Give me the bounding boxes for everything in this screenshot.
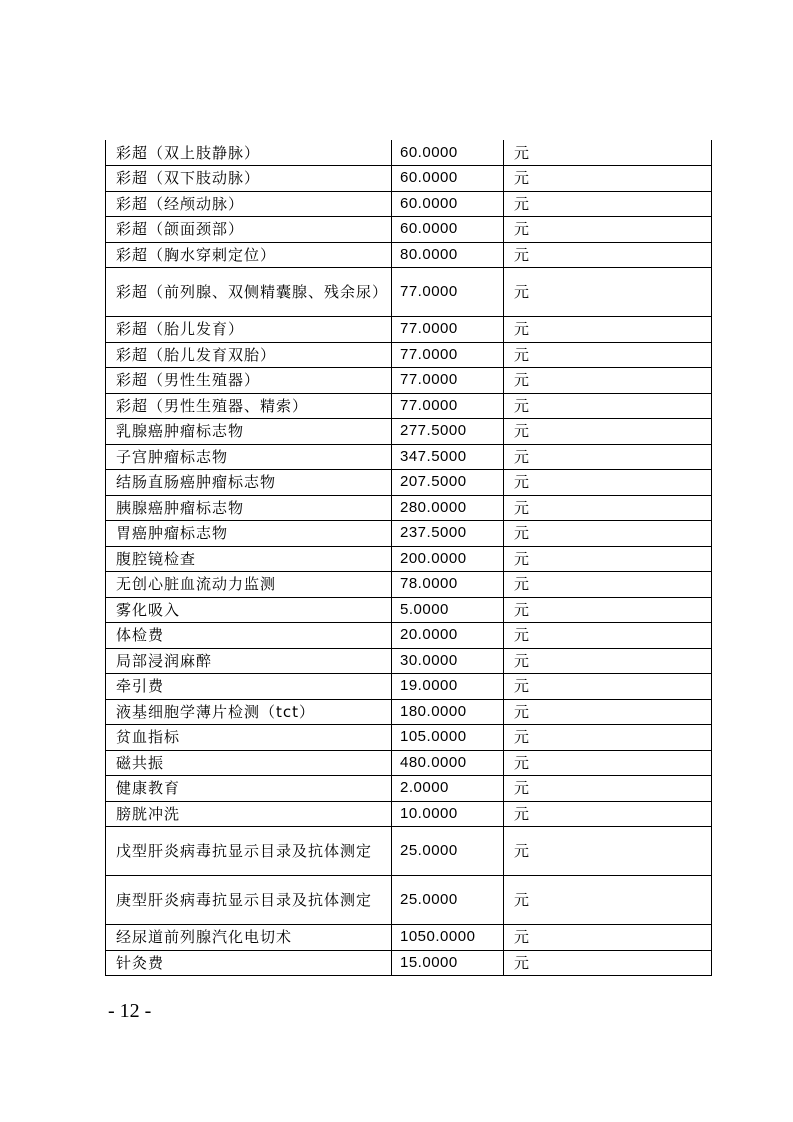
unit-cell: 元 — [504, 166, 712, 192]
table-row — [106, 521, 712, 547]
unit-cell: 元 — [504, 725, 712, 751]
unit-cell: 元 — [504, 368, 712, 394]
unit-cell: 元 — [504, 572, 712, 598]
unit-cell: 元 — [504, 470, 712, 496]
item-cell: 子宫肿瘤标志物 — [106, 444, 392, 470]
item-cell: 牵引费 — [106, 674, 392, 700]
price-cell: 15.0000 — [392, 950, 504, 976]
price-cell: 280.0000 — [392, 495, 504, 521]
unit-cell: 元 — [504, 342, 712, 368]
price-cell: 77.0000 — [392, 317, 504, 343]
item-cell: 彩超（颌面颈部） — [106, 217, 392, 243]
item-cell: 彩超（双上肢静脉） — [106, 140, 392, 166]
price-cell: 77.0000 — [392, 342, 504, 368]
table-row — [106, 950, 712, 976]
table-row — [106, 470, 712, 496]
price-cell: 5.0000 — [392, 597, 504, 623]
item-cell: 乳腺癌肿瘤标志物 — [106, 419, 392, 445]
table-row — [106, 725, 712, 751]
unit-cell: 元 — [504, 776, 712, 802]
table-row — [106, 801, 712, 827]
table-row — [106, 242, 712, 268]
item-cell: 胰腺癌肿瘤标志物 — [106, 495, 392, 521]
unit-cell: 元 — [504, 699, 712, 725]
price-cell: 347.5000 — [392, 444, 504, 470]
price-cell: 80.0000 — [392, 242, 504, 268]
page-number: - 12 - — [108, 1000, 152, 1022]
item-cell: 经尿道前列腺汽化电切术 — [106, 925, 392, 951]
table-row — [106, 268, 712, 317]
table-row — [106, 419, 712, 445]
price-cell: 60.0000 — [392, 166, 504, 192]
item-cell: 贫血指标 — [106, 725, 392, 751]
price-cell: 25.0000 — [392, 827, 504, 876]
item-cell: 局部浸润麻醉 — [106, 648, 392, 674]
item-cell: 液基细胞学薄片检测（tct） — [106, 699, 392, 725]
table-row — [106, 623, 712, 649]
item-cell: 磁共振 — [106, 750, 392, 776]
unit-cell: 元 — [504, 648, 712, 674]
unit-cell: 元 — [504, 140, 712, 166]
unit-cell: 元 — [504, 419, 712, 445]
unit-cell: 元 — [504, 950, 712, 976]
table-row — [106, 444, 712, 470]
item-cell: 胃癌肿瘤标志物 — [106, 521, 392, 547]
item-cell: 戊型肝炎病毒抗显示目录及抗体测定 — [106, 827, 392, 876]
fee-table — [105, 140, 712, 976]
item-cell: 雾化吸入 — [106, 597, 392, 623]
table-row — [106, 674, 712, 700]
unit-cell: 元 — [504, 674, 712, 700]
price-cell: 77.0000 — [392, 393, 504, 419]
table-row — [106, 217, 712, 243]
price-cell: 78.0000 — [392, 572, 504, 598]
price-cell: 60.0000 — [392, 217, 504, 243]
unit-cell: 元 — [504, 546, 712, 572]
price-cell: 60.0000 — [392, 191, 504, 217]
table-row — [106, 925, 712, 951]
unit-cell: 元 — [504, 444, 712, 470]
price-cell: 60.0000 — [392, 140, 504, 166]
price-cell: 237.5000 — [392, 521, 504, 547]
item-cell: 彩超（双下肢动脉） — [106, 166, 392, 192]
price-cell: 77.0000 — [392, 368, 504, 394]
price-cell: 30.0000 — [392, 648, 504, 674]
table-row — [106, 368, 712, 394]
item-cell: 彩超（男性生殖器、精索） — [106, 393, 392, 419]
table-row — [106, 317, 712, 343]
table-row — [106, 342, 712, 368]
item-cell: 体检费 — [106, 623, 392, 649]
table-row — [106, 546, 712, 572]
unit-cell: 元 — [504, 242, 712, 268]
table-row — [106, 191, 712, 217]
table-row — [106, 648, 712, 674]
unit-cell: 元 — [504, 317, 712, 343]
item-cell: 膀胱冲洗 — [106, 801, 392, 827]
item-cell: 健康教育 — [106, 776, 392, 802]
unit-cell: 元 — [504, 597, 712, 623]
price-cell: 180.0000 — [392, 699, 504, 725]
price-cell: 2.0000 — [392, 776, 504, 802]
item-cell: 彩超（胎儿发育双胎） — [106, 342, 392, 368]
item-cell: 彩超（胎儿发育） — [106, 317, 392, 343]
unit-cell: 元 — [504, 268, 712, 317]
price-cell: 10.0000 — [392, 801, 504, 827]
table-row — [106, 699, 712, 725]
price-cell: 480.0000 — [392, 750, 504, 776]
item-cell: 无创心脏血流动力监测 — [106, 572, 392, 598]
price-cell: 105.0000 — [392, 725, 504, 751]
table-row — [106, 776, 712, 802]
table-row — [106, 597, 712, 623]
item-cell: 彩超（男性生殖器） — [106, 368, 392, 394]
table-row — [106, 166, 712, 192]
item-cell: 彩超（经颅动脉） — [106, 191, 392, 217]
table-row — [106, 750, 712, 776]
item-cell: 彩超（胸水穿刺定位） — [106, 242, 392, 268]
price-cell: 19.0000 — [392, 674, 504, 700]
unit-cell: 元 — [504, 393, 712, 419]
price-cell: 20.0000 — [392, 623, 504, 649]
table-row — [106, 572, 712, 598]
price-cell: 1050.0000 — [392, 925, 504, 951]
unit-cell: 元 — [504, 827, 712, 876]
price-cell: 200.0000 — [392, 546, 504, 572]
table-row — [106, 140, 712, 166]
unit-cell: 元 — [504, 750, 712, 776]
unit-cell: 元 — [504, 801, 712, 827]
unit-cell: 元 — [504, 495, 712, 521]
unit-cell: 元 — [504, 876, 712, 925]
table-row — [106, 827, 712, 876]
item-cell: 彩超（前列腺、双侧精囊腺、残余尿） — [106, 268, 392, 317]
fee-table-body — [106, 140, 712, 976]
table-row — [106, 393, 712, 419]
table-row — [106, 876, 712, 925]
unit-cell: 元 — [504, 217, 712, 243]
item-cell: 腹腔镜检查 — [106, 546, 392, 572]
unit-cell: 元 — [504, 623, 712, 649]
price-cell: 77.0000 — [392, 268, 504, 317]
price-cell: 25.0000 — [392, 876, 504, 925]
unit-cell: 元 — [504, 925, 712, 951]
item-cell: 庚型肝炎病毒抗显示目录及抗体测定 — [106, 876, 392, 925]
item-cell: 针灸费 — [106, 950, 392, 976]
price-cell: 277.5000 — [392, 419, 504, 445]
price-cell: 207.5000 — [392, 470, 504, 496]
unit-cell: 元 — [504, 191, 712, 217]
unit-cell: 元 — [504, 521, 712, 547]
table-row — [106, 495, 712, 521]
item-cell: 结肠直肠癌肿瘤标志物 — [106, 470, 392, 496]
